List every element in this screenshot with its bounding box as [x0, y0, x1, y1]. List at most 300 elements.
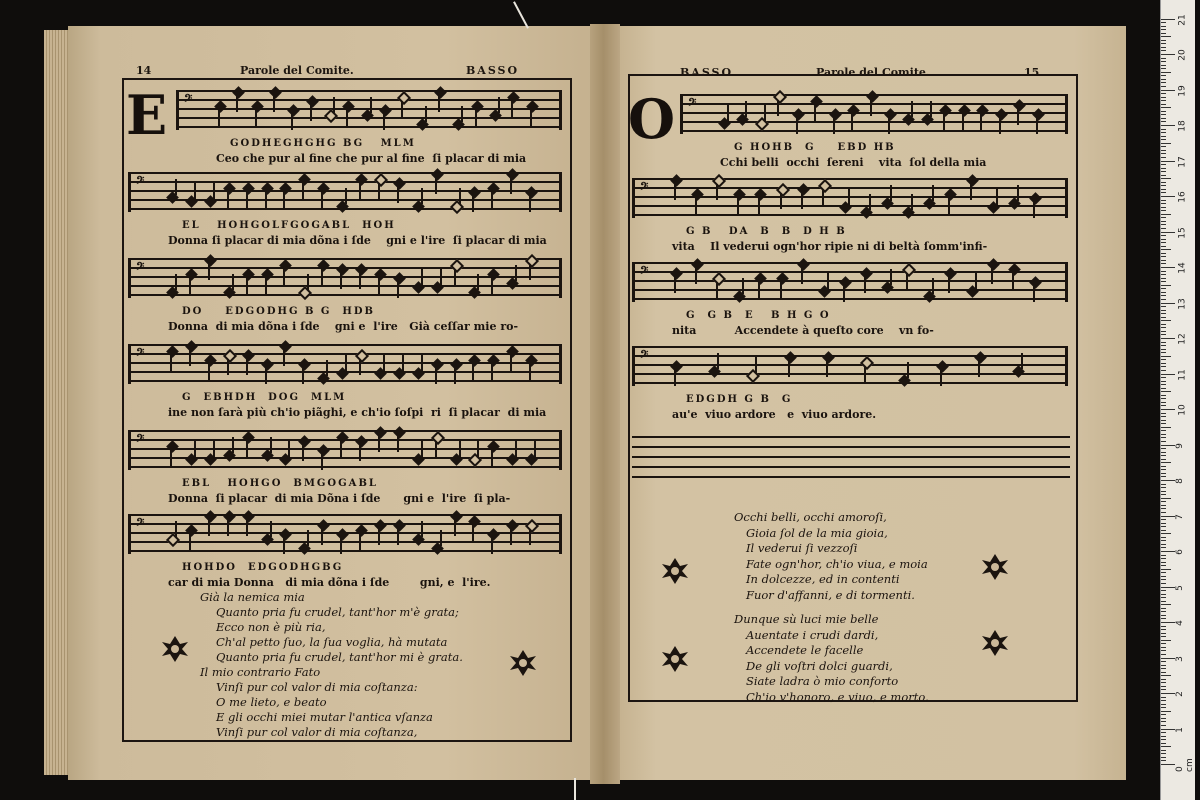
- ruler-tick: [1161, 175, 1166, 176]
- note-stem: [370, 97, 372, 113]
- ruler-number: 14: [1177, 262, 1188, 274]
- ruler-tick: [1161, 416, 1166, 417]
- ruler-tick: [1161, 398, 1166, 399]
- note-head: [976, 104, 989, 117]
- ruler-tick: [1161, 246, 1166, 247]
- ruler-tick: [1161, 689, 1166, 690]
- note-stem: [435, 368, 437, 384]
- ruler-tick: [1161, 494, 1166, 495]
- note-stem: [1033, 286, 1035, 302]
- ruler-tick: [1161, 363, 1166, 364]
- lyric-line: Donna ſi placar di mia dõna i ſde gni e l'ire ſi placar di mia: [168, 234, 547, 247]
- ruler-number: 11: [1177, 368, 1188, 381]
- note-stem: [189, 350, 191, 366]
- ruler-tick: [1161, 675, 1171, 676]
- staff-line: [632, 364, 1068, 366]
- note-stem: [421, 269, 423, 285]
- ruler-tick: [1161, 693, 1175, 694]
- ruler-number: 15: [1177, 226, 1188, 239]
- note-stem: [477, 274, 479, 290]
- note-head: [691, 188, 704, 201]
- ruler-tick: [1161, 615, 1166, 616]
- note-stem: [340, 538, 342, 554]
- note-head: [670, 267, 683, 280]
- note-head: [393, 272, 406, 285]
- ruler-tick: [1161, 455, 1166, 456]
- ruler-tick: [1161, 334, 1166, 335]
- music-staff: [128, 344, 562, 384]
- solmization-syllables: G HOHB G EBD HB: [734, 142, 896, 153]
- note-stem: [1036, 118, 1038, 134]
- note-head: [776, 272, 789, 285]
- ruler-tick: [1161, 97, 1166, 98]
- note-stem: [265, 278, 267, 294]
- lyric-line: Cchi belli occhi ſereni vita ſol della mia: [720, 156, 987, 169]
- note-head: [958, 104, 971, 117]
- ruler-tick: [1161, 26, 1166, 27]
- ruler-tick: [1161, 721, 1166, 722]
- ruler-tick: [1161, 498, 1171, 499]
- note-stem: [777, 100, 779, 116]
- music-staff: [680, 94, 1068, 134]
- ruler-tick: [1161, 469, 1166, 470]
- right-page-number: 15: [1024, 66, 1040, 79]
- note-head: [945, 188, 958, 201]
- poem-line: Già la nemica mia: [200, 590, 305, 604]
- staff-start-bar: [680, 94, 683, 134]
- note-head: [1029, 276, 1042, 289]
- note-stem: [801, 193, 803, 209]
- ruler-tick: [1161, 558, 1166, 559]
- note-stem: [788, 361, 790, 377]
- ruler-tick: [1161, 597, 1166, 598]
- ruler-tick: [1161, 547, 1166, 548]
- poem-line: Fuor d'affanni, e di tormenti.: [746, 587, 915, 602]
- note-head: [324, 108, 338, 122]
- note-head: [755, 272, 768, 285]
- note-head: [733, 188, 746, 201]
- note-head: [261, 182, 274, 195]
- ruler-number: 4: [1174, 620, 1185, 626]
- note-stem: [397, 282, 399, 298]
- note-stem: [695, 268, 697, 284]
- note-stem: [227, 192, 229, 208]
- ruler-tick: [1161, 47, 1166, 48]
- staff-line: [128, 514, 562, 516]
- note-head: [487, 354, 500, 367]
- ruler-tick: [1161, 90, 1175, 91]
- ruler-tick: [1161, 544, 1166, 545]
- ruler-tick: [1161, 452, 1166, 453]
- note-stem: [236, 96, 238, 112]
- ruler-tick: [1161, 704, 1166, 705]
- note-stem: [326, 360, 328, 376]
- ruler-tick: [1161, 459, 1166, 460]
- poem-line: Ecco non è più ria,: [216, 620, 326, 634]
- bass-clef-icon: 𝄢: [640, 181, 649, 196]
- poem-line: Vinſi pur col valor di mia coſtanza,: [216, 725, 418, 739]
- note-head: [487, 268, 500, 281]
- note-stem: [189, 278, 191, 294]
- note-stem: [851, 114, 853, 130]
- note-stem: [870, 100, 872, 116]
- ruler-tick: [1161, 437, 1166, 438]
- solmization-syllables: GODHEGHGHG BG MLM: [230, 138, 416, 149]
- ruler-tick: [1161, 501, 1166, 502]
- left-header-rule: [122, 78, 570, 80]
- note-head: [166, 345, 179, 358]
- lyric-line: vita Il vederui ogn'hor ripie ni di beltà ſomm'infi-: [672, 240, 988, 253]
- note-head: [525, 519, 539, 533]
- staff-line: [176, 126, 562, 128]
- note-head: [317, 519, 330, 532]
- poem-line: Il vederui ſi vezzoſi: [746, 541, 858, 555]
- staff-line: [128, 285, 562, 287]
- poem-line: Siate ladra ò mio conforto: [746, 674, 899, 688]
- ruler-tick: [1161, 271, 1166, 272]
- note-stem: [826, 361, 828, 377]
- note-head: [468, 453, 482, 467]
- poem-line: E gli occhi miei mutar l'antica vſanza: [216, 710, 433, 724]
- note-stem: [472, 525, 474, 541]
- fleuron-ornament: [660, 556, 690, 586]
- note-stem: [383, 355, 385, 371]
- note-head: [166, 532, 180, 546]
- ruler-tick: [1161, 423, 1166, 424]
- note-head: [298, 285, 312, 299]
- ruler-tick: [1161, 171, 1166, 172]
- note-head: [450, 358, 463, 371]
- note-head: [775, 183, 789, 197]
- staff-line: [128, 550, 562, 552]
- note-stem: [459, 188, 461, 204]
- ruler-tick: [1161, 377, 1166, 378]
- staff-start-bar: [632, 346, 635, 386]
- note-stem: [175, 521, 177, 537]
- ruler-tick: [1161, 374, 1175, 375]
- ruler-tick: [1161, 86, 1166, 87]
- staff-line: [128, 172, 562, 174]
- ruler-tick: [1161, 590, 1166, 591]
- note-stem: [674, 370, 676, 386]
- note-stem: [529, 364, 531, 380]
- staff-end-bar: [559, 430, 562, 470]
- ruler-tick: [1161, 732, 1166, 733]
- note-head: [317, 182, 330, 195]
- note-head: [397, 90, 411, 104]
- ruler-tick: [1161, 672, 1166, 673]
- ruler-tick: [1161, 466, 1166, 467]
- note-stem: [175, 274, 177, 290]
- ruler-tick: [1161, 579, 1166, 580]
- note-stem: [345, 355, 347, 371]
- note-stem: [283, 350, 285, 366]
- ruler-tick: [1161, 707, 1166, 708]
- note-head: [507, 91, 520, 104]
- ruler-tick: [1161, 480, 1175, 481]
- note-stem: [948, 277, 950, 293]
- ruler-tick: [1161, 555, 1166, 556]
- note-head: [471, 100, 484, 113]
- ruler-tick: [1161, 611, 1166, 612]
- ruler-tick: [1161, 168, 1166, 169]
- ruler-tick: [1161, 313, 1166, 314]
- ruler-tick: [1161, 565, 1166, 566]
- note-stem: [170, 450, 172, 466]
- poem-line: O me lieto, e beato: [216, 695, 327, 709]
- note-head: [317, 444, 330, 457]
- note-stem: [425, 106, 427, 122]
- note-head: [847, 104, 860, 117]
- bass-clef-icon: 𝄢: [688, 97, 697, 112]
- lyric-line: car di mia Donna di mia dõna i ſde gni, e l'ire.: [168, 576, 491, 589]
- ruler-tick: [1161, 540, 1166, 541]
- note-stem: [1012, 273, 1014, 289]
- note-stem: [359, 445, 361, 461]
- left-running-title: Parole del Comite.: [240, 64, 354, 77]
- note-stem: [310, 105, 312, 121]
- solmization-syllables: G G B E B H G O: [686, 310, 831, 321]
- staff-line: [128, 380, 562, 382]
- note-stem: [208, 264, 210, 280]
- note-stem: [246, 520, 248, 536]
- note-stem: [515, 265, 517, 281]
- ruler-tick: [1161, 420, 1166, 421]
- note-head: [1013, 99, 1026, 112]
- ruler-tick: [1161, 594, 1166, 595]
- ruler-tick: [1161, 310, 1166, 311]
- ruler-tick: [1161, 210, 1166, 211]
- ruler-tick: [1161, 242, 1166, 243]
- note-stem: [340, 441, 342, 457]
- ruler-tick: [1161, 342, 1166, 343]
- ruler-tick: [1161, 281, 1166, 282]
- poem-line: Occhi belli, occhi amoroſi,: [734, 510, 887, 524]
- note-stem: [1017, 185, 1019, 201]
- note-head: [336, 431, 349, 444]
- note-stem: [189, 534, 191, 550]
- note-head: [1008, 263, 1021, 276]
- note-head: [884, 108, 897, 121]
- ruler-tick: [1161, 576, 1166, 577]
- ruler-tick: [1161, 487, 1166, 488]
- ruler-tick: [1161, 569, 1171, 570]
- note-stem: [345, 188, 347, 204]
- ruler-tick: [1161, 150, 1166, 151]
- note-head: [336, 528, 349, 541]
- note-stem: [911, 101, 913, 117]
- poem-line: Dunque sù luci mie belle: [734, 612, 879, 626]
- note-stem: [978, 361, 980, 377]
- poem-line: Accendete le facelle: [746, 643, 864, 657]
- ruler-tick: [1161, 217, 1166, 218]
- ruler-tick: [1161, 618, 1166, 619]
- right-running-title: Parole del Comite.: [816, 66, 930, 79]
- ruler-tick: [1161, 349, 1166, 350]
- music-staff: [632, 346, 1068, 386]
- ruler-tick: [1161, 750, 1166, 751]
- ruler-tick: [1161, 508, 1166, 509]
- poem-line: In dolcezze, ed in contenti: [746, 572, 900, 586]
- ruler-tick: [1161, 61, 1166, 62]
- note-stem: [991, 268, 993, 284]
- ruler-tick: [1161, 711, 1171, 712]
- ruler-tick: [1161, 395, 1166, 396]
- note-stem: [359, 534, 361, 550]
- staff-line: [128, 294, 562, 296]
- note-stem: [435, 178, 437, 194]
- note-stem: [906, 273, 908, 289]
- note-head: [379, 104, 392, 117]
- note-stem: [943, 114, 945, 130]
- ruler-tick: [1161, 736, 1166, 737]
- ruler-tick: [1161, 157, 1166, 158]
- ruler-number: 7: [1174, 513, 1185, 520]
- note-head: [487, 440, 500, 453]
- staff-end-bar: [559, 172, 562, 212]
- bass-clef-icon: 𝄢: [136, 261, 145, 276]
- note-stem: [801, 268, 803, 284]
- note-stem: [402, 355, 404, 371]
- note-stem: [962, 114, 964, 130]
- note-head: [298, 435, 311, 448]
- note-head: [487, 182, 500, 195]
- ruler-tick: [1161, 562, 1166, 563]
- note-stem: [378, 436, 380, 452]
- ruler-tick: [1161, 285, 1171, 286]
- ruler-tick: [1161, 512, 1166, 513]
- ruler-number: 10: [1177, 404, 1188, 416]
- ruler-tick: [1161, 686, 1166, 687]
- lyric-line: Donna ſi placar di mia Dõna i ſde gni e l'ire ſi pla-: [168, 492, 511, 505]
- ruler-tick: [1161, 473, 1166, 474]
- note-stem: [822, 189, 824, 205]
- note-stem: [727, 105, 729, 121]
- fleuron-ornament: [980, 552, 1010, 582]
- ruler-tick: [1161, 345, 1166, 346]
- note-head: [449, 199, 463, 213]
- ruler-tick: [1161, 700, 1166, 701]
- ruler-tick: [1161, 118, 1166, 119]
- ruler-tick: [1161, 260, 1166, 261]
- ruler-tick: [1161, 200, 1166, 201]
- ruler-tick: [1161, 178, 1171, 179]
- note-head: [431, 358, 444, 371]
- note-head: [1032, 108, 1045, 121]
- ruler-tick: [1161, 388, 1166, 389]
- note-head: [469, 354, 482, 367]
- lyric-line: ine non ſarà più ch'io piãghi, e ch'io ſoſpi ri ſi placar di mia: [168, 406, 547, 419]
- ruler-unit-label: 0 cm: [1175, 758, 1195, 772]
- note-stem: [745, 101, 747, 117]
- ruler-tick: [1161, 221, 1166, 222]
- note-head: [526, 100, 539, 113]
- note-head: [185, 524, 198, 537]
- ruler-tick: [1161, 626, 1166, 627]
- note-stem: [227, 520, 229, 536]
- music-staff: [632, 262, 1068, 302]
- ruler-tick: [1161, 448, 1166, 449]
- note-stem: [302, 183, 304, 199]
- note-head: [185, 268, 198, 281]
- ruler-tick: [1161, 203, 1166, 204]
- note-head: [251, 100, 264, 113]
- note-head: [860, 355, 874, 369]
- note-stem: [273, 96, 275, 112]
- ruler-number: 2: [1174, 691, 1185, 697]
- note-stem: [283, 269, 285, 285]
- ruler-tick: [1161, 533, 1171, 534]
- music-staff: [128, 430, 562, 470]
- ruler-tick: [1161, 764, 1175, 765]
- note-stem: [932, 278, 934, 294]
- ruler-tick: [1161, 654, 1166, 655]
- note-stem: [674, 184, 676, 200]
- note-stem: [246, 278, 248, 294]
- staff-line: [128, 430, 562, 432]
- ruler-tick: [1161, 622, 1175, 623]
- note-stem: [421, 521, 423, 537]
- note-stem: [232, 274, 234, 290]
- ruler-tick: [1161, 196, 1175, 197]
- note-stem: [397, 529, 399, 545]
- note-stem: [265, 368, 267, 384]
- lyric-line: Ceo che pur al fine che pur al fine ſi placar di mia: [216, 152, 527, 165]
- note-stem: [283, 538, 285, 554]
- note-stem: [283, 192, 285, 208]
- note-head: [242, 268, 255, 281]
- note-stem: [695, 198, 697, 214]
- ruler-tick: [1161, 608, 1166, 609]
- ruler-tick: [1161, 306, 1166, 307]
- music-staff: [632, 178, 1068, 218]
- music-staff: [128, 514, 562, 554]
- ruler-tick: [1161, 189, 1166, 190]
- note-stem: [717, 353, 719, 369]
- staff-line: [632, 178, 1068, 180]
- ruler-tick: [1161, 746, 1171, 747]
- note-stem: [529, 196, 531, 212]
- note-stem: [435, 441, 437, 457]
- ruler-tick: [1161, 185, 1166, 186]
- staff-line: [632, 355, 1068, 357]
- note-stem: [421, 441, 423, 457]
- ruler-tick: [1161, 697, 1166, 698]
- note-stem: [175, 179, 177, 195]
- note-stem: [378, 278, 380, 294]
- note-stem: [359, 183, 361, 199]
- ruler-tick: [1161, 601, 1166, 602]
- ruler-tick: [1161, 288, 1166, 289]
- staff-end-bar: [1065, 94, 1068, 134]
- note-head: [822, 351, 835, 364]
- ruler-tick: [1161, 136, 1166, 137]
- note-stem: [848, 189, 850, 205]
- staff-line: [632, 346, 1068, 348]
- binding-thread: [513, 1, 529, 28]
- note-head: [487, 528, 500, 541]
- note-stem: [218, 110, 220, 126]
- ruler-tick: [1161, 125, 1175, 126]
- staff-line: [632, 298, 1068, 300]
- poem-line: Ch'al petto ſuo, la ſua voglia, hà mutata: [216, 635, 448, 649]
- note-stem: [340, 273, 342, 289]
- note-stem: [510, 355, 512, 371]
- ruler-tick: [1161, 739, 1166, 740]
- note-head: [306, 95, 319, 108]
- ruler-tick: [1161, 40, 1166, 41]
- note-head: [431, 430, 445, 444]
